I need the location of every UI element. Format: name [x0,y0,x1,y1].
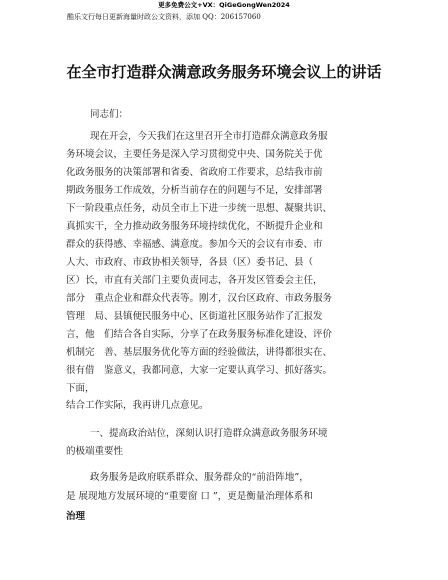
body-line-16: 结合工作实际，我再讲几点意见。 [66,400,209,411]
section-heading-1: 一、提高政治站位，深刻认识打造群众满意政务服务环境 [90,428,328,439]
header-note: 酷乐文行每日更新海量时政公文资料，添加 QQ：206157060 [67,13,261,21]
body-line-15: 下面， [66,383,95,394]
body-line-4: 期政务服务工作成效，分析当前存在的问题与不足，安排部署 [66,185,323,196]
body-line-13: 机制完 善、基层服务优化等方面的经验做法，讲得都很实在、 [66,347,333,358]
body-line-8: 人大、市政府、市政协相关领导，各县（区）委书记、县（ [66,257,314,268]
salutation: 同志们： [90,109,129,120]
body-line-19: 治理 [66,511,86,522]
body-line-12: 言，他 们结合各自实际，分享了在政务服务标准化建设、评价 [66,329,333,340]
body-line-1: 现在开会，今天我们在这里召开全市打造群众满意政务服 [90,131,328,142]
body-line-6: 真抓实干，全力推动政务服务环境持续优化，不断提升企业和 [66,221,323,232]
body-line-2: 务环境会议，主要任务是深入学习贯彻党中央、国务院关于优 [66,149,323,160]
body-line-18: 是 展现地方发展环境的“重要窗 口 ”，更是衡量治理体系和 [66,491,313,502]
body-line-17: 政务服务是政府联系群众、服务群众的“前沿阵地”， [90,472,309,483]
section-heading-1-cont: 的极端重要性 [66,446,124,457]
body-line-11: 管理 局、县镇便民服务中心、区街道社区服务站作了汇报发 [66,311,323,322]
body-line-10: 部分 重点企业和群众代表等。刚才，汉台区政府、市政务服务 [66,293,333,304]
body-line-9: 区）长，市直有关部门主要负责同志，各开发区管委会主任， [66,275,323,286]
top-banner: 更多免费公文+VX：QiGeGongWen2024 [158,1,290,9]
body-line-3: 化政务服务的决策部署和省委、省政府工作要求，总结我市前 [66,167,323,178]
document-title: 在全市打造群众满意政务服务环境会议上的讲话 [66,63,382,81]
body-line-5: 下一阶段重点任务，动员全市上下进一步统一思想、凝聚共识、 [66,203,333,214]
body-line-14: 很有借 鉴意义，我都同意，大家一定要认真学习、抓好落实。 [66,365,333,376]
body-line-7: 群众的获得感、幸福感、满意度。参加今天的会议有市委、市 [66,239,323,250]
